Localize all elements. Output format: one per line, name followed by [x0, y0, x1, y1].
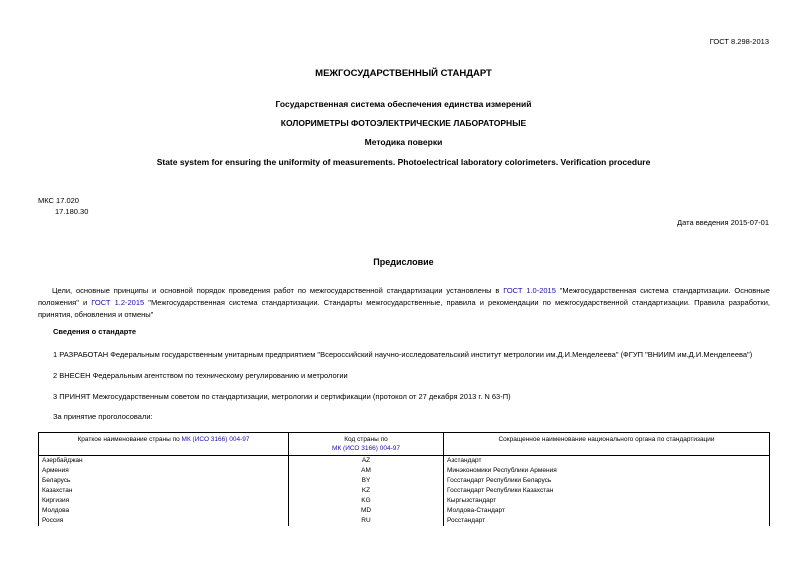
body-cell: Росстандарт [444, 516, 770, 526]
body-cell: Азстандарт [444, 456, 770, 467]
method-title: Методика поверки [364, 137, 443, 147]
country-cell: Азербайджан [39, 456, 289, 467]
mk-iso-link[interactable]: МК (ИСО 3166) 004-97 [332, 445, 400, 452]
table-row [39, 486, 770, 496]
column-header-text: Код страны по [344, 436, 388, 443]
code-cell: MD [289, 506, 444, 516]
standard-kind-title: МЕЖГОСУДАРСТВЕННЫЙ СТАНДАРТ [315, 68, 492, 79]
introduction-date: Дата введения 2015-07-01 [677, 218, 769, 227]
adopted-item: 3 ПРИНЯТ Межгосударственным советом по стандартизации, метрологии и сертификации (протокол от 27 декабря 2013 г. N 63-П) [53, 392, 511, 401]
subject-title: КОЛОРИМЕТРЫ ФОТОЭЛЕКТРИЧЕСКИЕ ЛАБОРАТОРНЫЕ [280, 118, 527, 128]
gost-1-0-link[interactable]: ГОСТ 1.0-2015 [503, 286, 556, 295]
system-title: Государственная система обеспечения единства измерений [275, 99, 532, 109]
table-row [39, 466, 770, 476]
voting-states-table [38, 432, 770, 526]
country-cell: Армения [39, 466, 289, 476]
table-row [39, 506, 770, 516]
body-cell: Минэкономики Республики Армения [444, 466, 770, 476]
paragraph-text: "Межгосударственная система стандартизации. Основные положения" и [38, 286, 770, 307]
table-row [39, 476, 770, 486]
country-cell: Молдова [39, 506, 289, 516]
developer-item: 1 РАЗРАБОТАН Федеральным государственным унитарным предприятием "Всероссийский научно-исследовательский институт метрологии им.Д.И.Менделеева" (ФГУП "ВНИИМ им.Д.И.Менделеева") [53, 350, 753, 359]
body-cell: Госстандарт Республики Казахстан [444, 486, 770, 496]
table-row [39, 456, 770, 467]
foreword-paragraph [38, 285, 770, 321]
code-cell: AM [289, 466, 444, 476]
code-cell: RU [289, 516, 444, 526]
code-cell: KG [289, 496, 444, 506]
country-cell: Россия [39, 516, 289, 526]
voted-label: За принятие проголосовали: [53, 412, 153, 421]
code-cell: KZ [289, 486, 444, 496]
foreword-heading: Предисловие [373, 257, 434, 267]
gost-number: ГОСТ 8.298-2013 [709, 37, 769, 46]
code-cell: BY [289, 476, 444, 486]
body-cell: Госстандарт Республики Беларусь [444, 476, 770, 486]
body-cell: Молдова-Стандарт [444, 506, 770, 516]
paragraph-text: Цели, основные принципы и основной порядок проведения работ по межгосударственной стандартизации установлены в [52, 286, 504, 295]
country-cell: Казахстан [39, 486, 289, 496]
column-header-code [289, 433, 444, 456]
mks-code-2: 17.180.30 [55, 207, 89, 216]
paragraph-text: "Межгосударственная система стандартизации. Стандарты межгосударственные, правила и рекомендации по межгосударственной стандартизации. Правила разработки, принятия, обновления и отмены" [38, 298, 770, 319]
column-header-text: Краткое наименование страны по [77, 436, 182, 443]
table-row [39, 496, 770, 506]
table-header-row [39, 433, 770, 456]
code-cell: AZ [289, 456, 444, 467]
country-cell: Беларусь [39, 476, 289, 486]
table-row [39, 516, 770, 526]
submitted-item: 2 ВНЕСЕН Федеральным агентством по техническому регулированию и метрологии [53, 371, 348, 380]
english-title: State system for ensuring the uniformity of measurements. Photoelectrical laboratory colorimeters. Verification procedure [156, 157, 651, 167]
mks-code: МКС 17.020 [38, 196, 79, 205]
body-cell: Кыргызстандарт [444, 496, 770, 506]
column-header-country [39, 433, 289, 456]
column-header-body: Сокращенное наименование национального органа по стандартизации [444, 433, 770, 456]
gost-1-2-link[interactable]: ГОСТ 1.2-2015 [91, 298, 145, 307]
country-cell: Киргизия [39, 496, 289, 506]
mk-iso-link[interactable]: МК (ИСО 3166) 004-97 [181, 436, 250, 443]
standard-info-heading: Сведения о стандарте [53, 327, 137, 336]
